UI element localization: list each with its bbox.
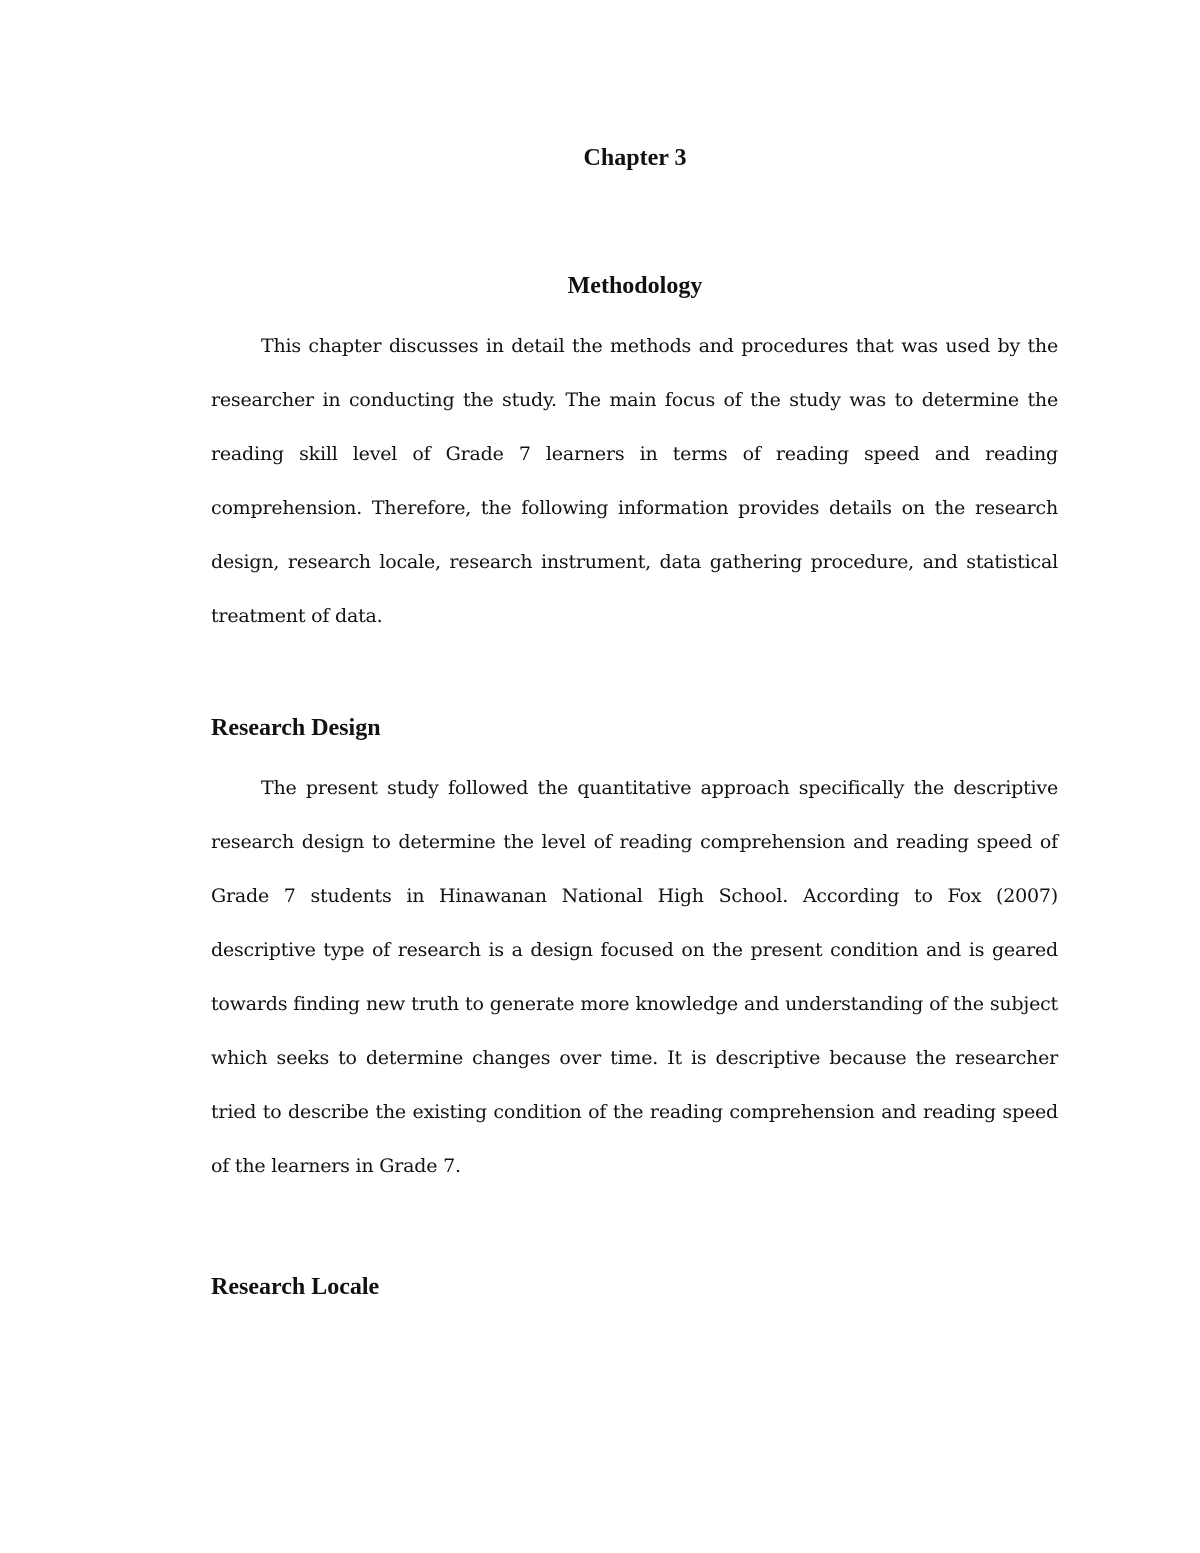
section-title: Methodology [567,273,703,299]
research-design-heading: Research Design [211,715,381,741]
chapter-title: Chapter 3 [583,145,687,171]
research-locale-heading: Research Locale [211,1274,380,1300]
research-design-paragraph: The present study followed the quantitative approach specifically the descriptive research design to determine the level of reading comprehension and reading speed of Grade 7 students in Hinawanan National High School. According to Fox (2007) descriptive type of research is a design focused on the present condition and is geared towards finding new truth to generate more knowledge and understanding of the subject which seeks to determine changes over time. It is descriptive because the researcher tried to describe the existing condition of the reading comprehension and reading speed of the learners in Grade 7. [211,777,1058,1177]
intro-paragraph: This chapter discusses in detail the methods and procedures that was used by the researcher in conducting the study. The main focus of the study was to determine the reading skill level of Grade 7 learners in terms of reading speed and reading comprehension. Therefore, the following information provides details on the research design, research locale, research instrument, data gathering procedure, and statistical treatment of data. [211,335,1058,627]
